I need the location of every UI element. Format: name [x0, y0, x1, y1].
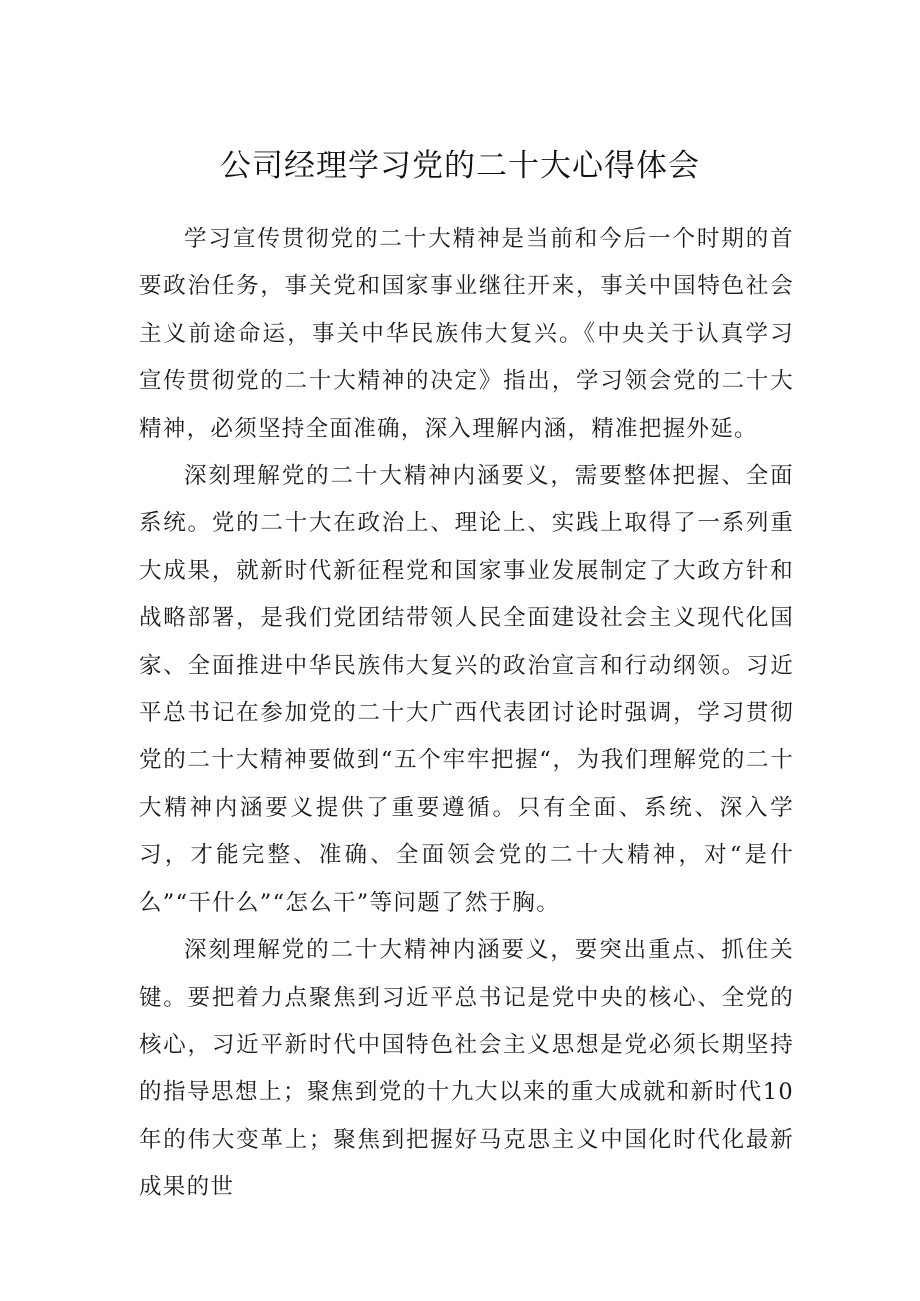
paragraph-3: 深刻理解党的二十大精神内涵要义，要突出重点、抓住关键。要把着力点聚焦到习近平总书记是党中央的核心、全党的核心，习近平新时代中国特色社会主义思想是党必须长期坚持的指导思想上；聚焦到党的十九大以来的重大成就和新时代10年的伟大变革上；聚焦到把握好马克思主义中国化时代化最新成果的世 — [139, 937, 794, 1201]
document-body — [139, 216, 794, 1212]
document-title: 公司经理学习党的二十大心得体会 — [220, 148, 700, 183]
paragraph-1: 学习宣传贯彻党的二十大精神是当前和今后一个时期的首要政治任务，事关党和国家事业继往开来，事关中国特色社会主义前途命运，事关中华民族伟大复兴。《中央关于认真学习宣传贯彻党的二十大精神的决定》指出，学习领会党的二十大精神，必须坚持全面准确，深入理解内涵，精准把握外延。 — [139, 226, 794, 442]
paragraph-2: 深刻理解党的二十大精神内涵要义，需要整体把握、全面系统。党的二十大在政治上、理论上、实践上取得了一系列重大成果，就新时代新征程党和国家事业发展制定了大政方针和战略部署，是我们党团结带领人民全面建设社会主义现代化国家、全面推进中华民族伟大复兴的政治宣言和行动纲领。习近平总书记在参加党的二十大广西代表团讨论时强调，学习贯彻党的二十大精神要做到“五个牢牢把握“，为我们理解党的二十大精神内涵要义提供了重要遵循。只有全面、系统、深入学习，才能完整、准确、全面领会党的二十大精神，对“是什么”“干什么”“怎么干”等问题了然于胸。 — [139, 463, 794, 916]
